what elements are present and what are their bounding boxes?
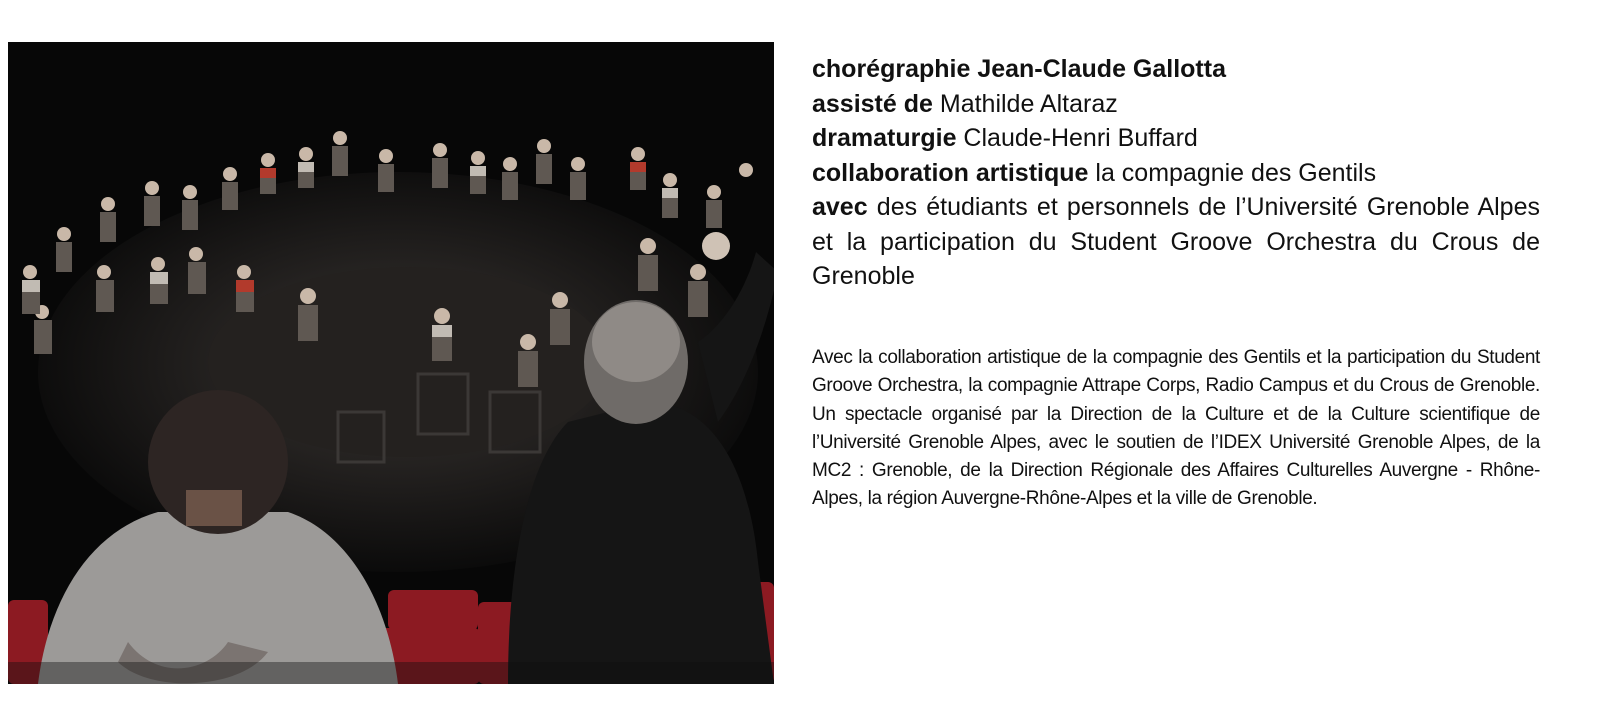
rehearsal-photo-illustration [8,42,774,684]
credit-choreography-label: chorégraphie Jean-Claude Gallotta [812,55,1226,83]
credit-cast-label: avec [812,193,868,221]
credit-assistant [812,87,1540,122]
credits-block [812,52,1540,294]
credit-artistic [812,156,1540,191]
credit-cast [812,190,1540,294]
credit-assistant-value: Mathilde Altaraz [932,89,1118,118]
credit-artistic-value: la compagnie des Gentils [1088,158,1377,187]
partners-note: Avec la collaboration artistique de la compagnie des Gentils et la participation du Student Groove Orchestra, la compagnie Attrape Corps, Radio Campus et du Crous de Grenoble. Un spectacle organisé par la Direction de la Culture et de la Culture scientifique de l’Université Grenoble Alpes, avec le soutien de l’IDEX Université Grenoble Alpes, de la MC2 : Grenoble, de la Direction Régionale des Affaires Culturelles Auvergne - Rhône-Alpes, la région Auvergne-Rhône-Alpes et la ville de Grenoble. [812,347,1540,510]
credit-cast-value: des étudiants et personnels de l’Université Grenoble Alpes et la participation du Student Groove Orchestra du Crous de Grenoble [812,193,1540,290]
credit-dramaturgy [812,121,1540,156]
credit-dramaturgy-label: dramaturgie [812,124,957,152]
credit-dramaturgy-value: Claude-Henri Buffard [956,124,1198,152]
credit-artistic-label: collaboration artistique [812,158,1089,187]
credit-assistant-label: assisté de [812,89,933,118]
credit-choreography [812,52,1540,87]
rehearsal-photo [8,42,774,684]
